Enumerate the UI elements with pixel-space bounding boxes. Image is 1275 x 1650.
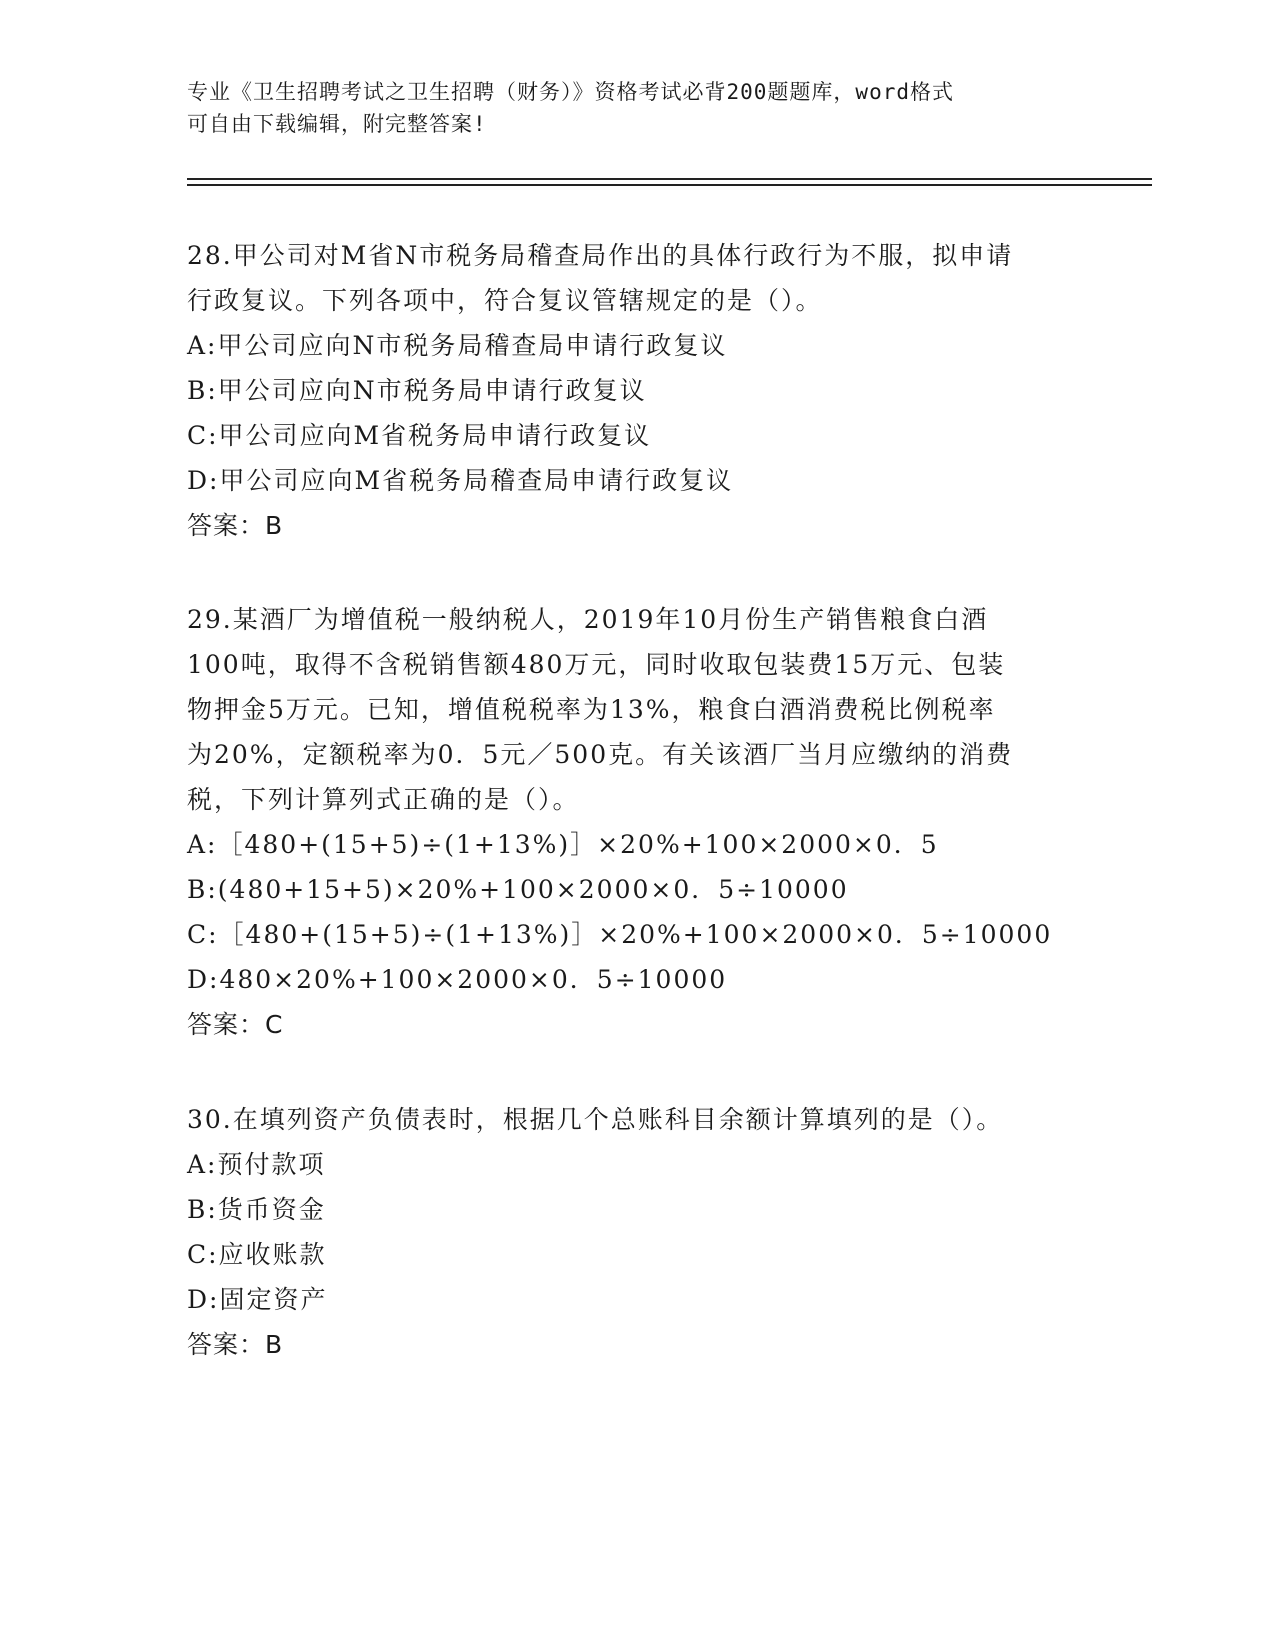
header-divider [187, 178, 1152, 180]
header-line: 专业《卫生招聘考试之卫生招聘（财务）》资格考试必背200题题库，word格式 [187, 80, 954, 104]
option-b: B:甲公司应向N市税务局申请行政复议 [187, 376, 647, 405]
option-c: C:应收账款 [187, 1240, 327, 1269]
option-b: B:(480+15+5)×20%+100×2000×0．5÷10000 [187, 875, 849, 904]
question-stem-line: 100吨，取得不含税销售额480万元，同时收取包装费15万元、包装 [187, 650, 1006, 679]
header-line: 可自由下载编辑，附完整答案! [187, 112, 487, 136]
option-b: B:货币资金 [187, 1195, 326, 1224]
question-stem-line: 税，下列计算列式正确的是（）。 [187, 785, 580, 814]
option-a: A:甲公司应向N市税务局稽查局申请行政复议 [187, 331, 728, 360]
answer: 答案：C [187, 1010, 284, 1039]
question-stem-line: 行政复议。下列各项中，符合复议管辖规定的是（）。 [187, 286, 823, 315]
option-c: C:［480+(15+5)÷(1+13%)］×20%+100×2000×0．5÷10000 [187, 920, 1053, 949]
question-stem-line: 28.甲公司对M省N市税务局稽查局作出的具体行政行为不服，拟申请 [187, 241, 1014, 270]
option-c: C:甲公司应向M省税务局申请行政复议 [187, 421, 652, 450]
question-stem-line: 29.某酒厂为增值税一般纳税人，2019年10月份生产销售粮食白酒 [187, 605, 989, 634]
question-30 [187, 1097, 1087, 1367]
question-29 [187, 597, 1087, 1047]
document-header [187, 76, 1067, 140]
option-d: D:固定资产 [187, 1285, 328, 1314]
question-stem-line: 30.在填列资产负债表时，根据几个总账科目余额计算填列的是（）。 [187, 1105, 1004, 1134]
question-stem-line: 物押金5万元。已知，增值税税率为13%，粮食白酒消费税比例税率 [187, 695, 996, 724]
answer: 答案：B [187, 511, 284, 540]
option-d: D:甲公司应向M省税务局稽查局申请行政复议 [187, 466, 734, 495]
option-d: D:480×20%+100×2000×0．5÷10000 [187, 965, 728, 994]
option-a: A:［480+(15+5)÷(1+13%)］×20%+100×2000×0．5 [187, 830, 939, 859]
option-a: A:预付款项 [187, 1150, 326, 1179]
question-stem-line: 为20%，定额税率为0．5元／500克。有关该酒厂当月应缴纳的消费 [187, 740, 1014, 769]
answer: 答案：B [187, 1330, 284, 1359]
question-28 [187, 233, 1087, 548]
header-divider [187, 184, 1152, 186]
